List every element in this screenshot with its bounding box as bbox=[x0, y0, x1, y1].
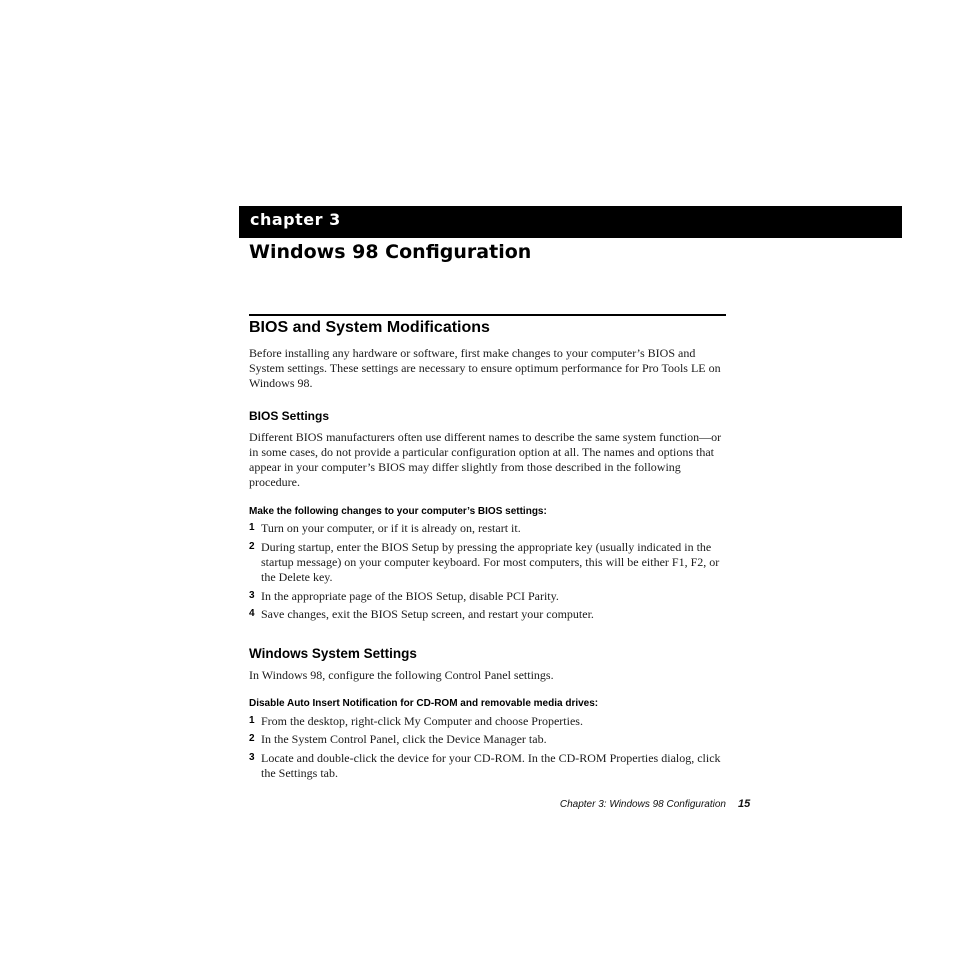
section-heading: BIOS and System Modifications bbox=[249, 319, 490, 336]
step-text: In the System Control Panel, click the Device Manager tab. bbox=[261, 732, 547, 746]
windows-step-1 bbox=[249, 714, 729, 729]
windows-settings-heading: Windows System Settings bbox=[249, 646, 417, 661]
page-number: 15 bbox=[738, 798, 751, 810]
chapter-title: Windows 98 Configuration bbox=[249, 241, 532, 263]
windows-procedure-heading: Disable Auto Insert Notification for CD-ROM and removable media drives: bbox=[249, 698, 599, 709]
step-number: 1 bbox=[249, 522, 255, 533]
step-number: 3 bbox=[249, 590, 255, 601]
chapter-label: chapter 3 bbox=[250, 210, 341, 229]
step-number: 2 bbox=[249, 733, 255, 744]
section-divider bbox=[249, 314, 726, 316]
windows-paragraph: In Windows 98, configure the following Control Panel settings. bbox=[249, 668, 554, 682]
section-intro: Before installing any hardware or software, first make changes to your computer’s BIOS and System settings. These settings are necessary to ensure optimum performance for Pro Tools LE on Windows 98. bbox=[249, 346, 721, 390]
step-text: In the appropriate page of the BIOS Setup, disable PCI Parity. bbox=[261, 589, 559, 603]
bios-step-3 bbox=[249, 589, 729, 604]
bios-step-2 bbox=[249, 540, 729, 585]
step-text: Locate and double-click the device for your CD-ROM. In the CD-ROM Properties dialog, click the Settings tab. bbox=[261, 751, 721, 780]
bios-settings-heading: BIOS Settings bbox=[249, 409, 330, 423]
chapter-banner bbox=[239, 206, 902, 238]
step-number: 1 bbox=[249, 715, 255, 726]
bios-step-4 bbox=[249, 607, 729, 622]
windows-step-3 bbox=[249, 751, 729, 781]
step-number: 2 bbox=[249, 541, 255, 552]
step-text: Turn on your computer, or if it is already on, restart it. bbox=[261, 521, 521, 535]
step-text: From the desktop, right-click My Computer and choose Properties. bbox=[261, 714, 583, 728]
step-text: Save changes, exit the BIOS Setup screen, and restart your computer. bbox=[261, 607, 594, 621]
bios-procedure-heading: Make the following changes to your computer’s BIOS settings: bbox=[249, 506, 547, 517]
bios-paragraph: Different BIOS manufacturers often use different names to describe the same system function—or in some cases, do not provide a particular configuration option at all. The names and options that appear in your computer’s BIOS may differ slightly from those described in the following procedure. bbox=[249, 430, 722, 489]
windows-step-2 bbox=[249, 732, 729, 747]
footer-chapter-title: Chapter 3: Windows 98 Configuration bbox=[559, 799, 726, 810]
step-text: During startup, enter the BIOS Setup by pressing the appropriate key (usually indicated in the startup message) on your computer keyboard. For most computers, this will be either F1, F2, or the Delete key. bbox=[261, 540, 720, 584]
step-number: 4 bbox=[249, 608, 255, 619]
step-number: 3 bbox=[249, 752, 255, 763]
bios-step-1 bbox=[249, 521, 729, 536]
